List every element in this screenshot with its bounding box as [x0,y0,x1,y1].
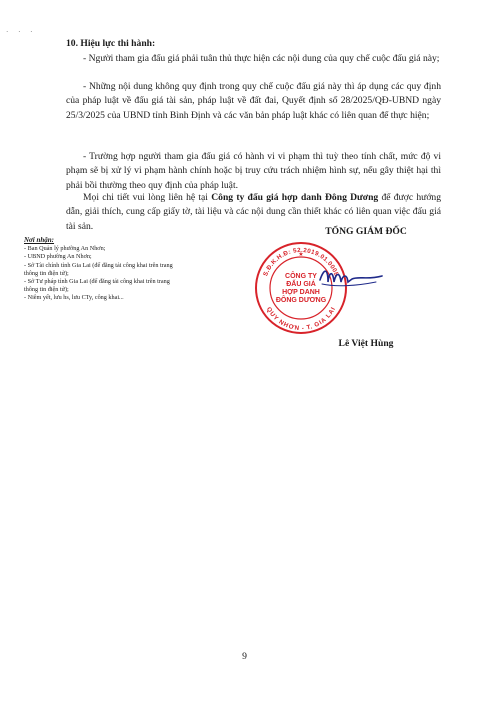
seal-star-icon: ★ [298,252,304,258]
paragraph-compliance: - Người tham gia đấu giá phải tuân thủ thực hiện các nội dung của quy chế cuộc đấu giá này; [83,53,440,64]
recipient-item: - Niêm yết, lưu hs, lưu CTy, công khai... [24,294,124,302]
seal-line-4: ĐÔNG DƯƠNG [275,297,327,304]
recipient-item: - UBND phường An Nhơn; [24,253,92,261]
handwritten-signature [316,262,386,294]
seal-ring-bottom: QUY NHƠN - T. GIA LAI [264,306,338,333]
recipient-item: - Sở Tài chính tỉnh Gia Lai (để đăng tải công khai trên trang thông tin điện tử); [24,261,173,277]
seal-line-2: ĐẤU GIÁ [286,281,316,288]
recipients-block [24,236,184,303]
paragraph-applicable-law: - Những nội dung không quy định trong quy chế cuộc đấu giá này thì áp dụng các quy định của pháp luật về đấu giá tài sản, pháp luật về đất đai, Quyết định số 28/2025/QĐ-UBND ngày 25/3/2025 của UBND tỉnh Bình Định và các văn bản pháp luật khác có liên quan để thực hiện; [66,81,441,121]
section-title: 10. Hiệu lực thi hành: [66,38,156,49]
contact-text-after: để được hướng dẫn, giải thích, cung cấp giấy tờ, tài liệu và các nội dung cần thiết khác có liên quan việc đấu giá tài sản. [66,192,441,232]
seal-line-1: CÔNG TY [285,273,317,280]
contact-text-before: Mọi chi tiết vui lòng liên hệ tại [83,192,212,203]
company-name: Công ty đấu giá hợp danh Đông Dương [211,192,379,203]
paragraph-violations: - Trường hợp người tham gia đấu giá có hành vi vi phạm thì tuỳ theo tính chất, mức độ vi phạm sẽ bị xử lý vi phạm hành chính hoặc bị truy cứu trách nhiệm hình sự, nếu gây thiệt hại thì phải bồi thường theo quy định của pháp luật. [66,151,441,191]
signer-name: Lê Việt Hùng [338,338,394,349]
scan-specks: · · · [6,28,37,36]
director-title: TỔNG GIÁM ĐỐC [325,226,407,237]
seal-line-3: HỢP DANH [282,289,320,296]
page-number: 9 [242,651,247,662]
recipient-item: - Sở Tư pháp tỉnh Gia Lai (để đăng tải công khai trên trang thông tin điện tử); [24,278,170,294]
recipient-item: - Ban Quản lý phường An Nhơn; [24,245,106,253]
recipients-heading: Nơi nhận: [24,236,55,244]
seal-ring-top: S.Đ.K.H.Đ: 52.2019.01.0008 [262,246,340,278]
